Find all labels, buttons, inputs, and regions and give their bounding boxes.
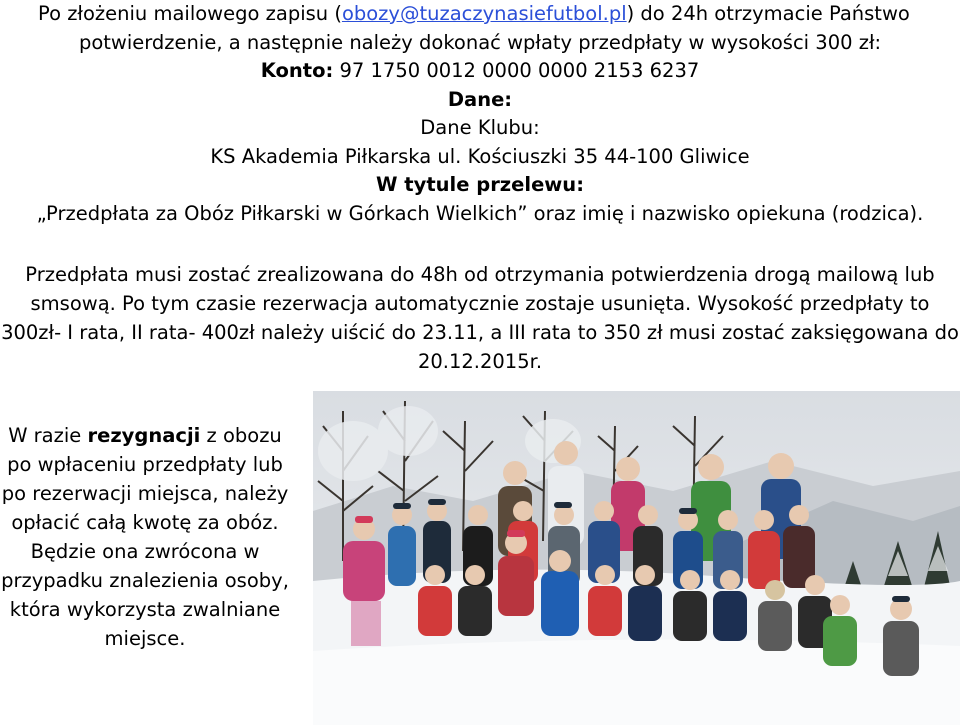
account-line [0,57,960,86]
intro-text-before: Po złożeniu mailowego zapisu ( [38,2,342,25]
email-link[interactable]: obozy@tuzaczynasiefutbol.pl [341,2,627,25]
cancellation-note [0,421,290,653]
account-label: Konto: [260,59,334,82]
cancellation-line-5: Będzie ona zwrócona w [30,540,260,563]
intro-block [0,0,960,228]
intro-text-after: ) do 24h otrzymacie Państwo [626,2,910,25]
payment-terms-line-3: 300zł- I rata, II rata- 400zł należy uiścić do 23.11, a III rata to 350 zł musi zostać zaksięgowana do [1,321,959,344]
cancellation-line-7: która wykorzysta zwalniane [9,598,281,621]
cancellation-line-1 [0,421,290,450]
club-label: Dane Klubu: [420,116,540,139]
transfer-title: „Przedpłata za Obóz Piłkarski w Górkach Wielkich” oraz imię i nazwisko opiekuna (rodzica). [36,201,924,225]
cancellation-line-2: po wpłaceniu przedpłaty lub [7,453,283,476]
payment-terms-line-4: 20.12.2015r. [417,350,543,373]
cancellation-line-8: miejsce. [104,627,186,650]
payment-terms-line-2: smsową. Po tym czasie rezerwacja automatycznie zostaje usunięta. Wysokość przedpłaty to [30,292,930,315]
account-number: 97 1750 0012 0000 0000 2153 6237 [333,59,700,82]
club-address: Kościuszki 35 44-100 Gliwice [461,144,750,168]
cancellation-line-3: po rezerwacji miejsca, należy [1,482,289,505]
group-photo [313,391,960,725]
cancellation-text: z obozu [200,424,282,447]
club-address-line [0,143,960,172]
payment-terms-line-1: Przedpłata musi zostać zrealizowana do 48h od otrzymania potwierdzenia drogą mailową lub [25,263,935,286]
intro-line-2: potwierdzenie, a następnie należy dokonać wpłaty przedpłaty w wysokości 300 zł: [78,30,882,54]
payment-terms [0,260,960,376]
transfer-heading: W tytule przelewu: [376,173,584,196]
cancellation-keyword: rezygnacji [87,424,201,447]
club-name: KS Akademia Piłkarska ul. [210,144,462,168]
cancellation-text: W razie [8,424,88,447]
cancellation-line-4: opłacić całą kwotę za obóz. [11,511,279,534]
group-photo-illustration [313,391,960,725]
intro-line-1 [0,0,960,29]
cancellation-line-6: przypadku znalezienia osoby, [1,569,289,592]
details-heading: Dane: [447,87,513,111]
